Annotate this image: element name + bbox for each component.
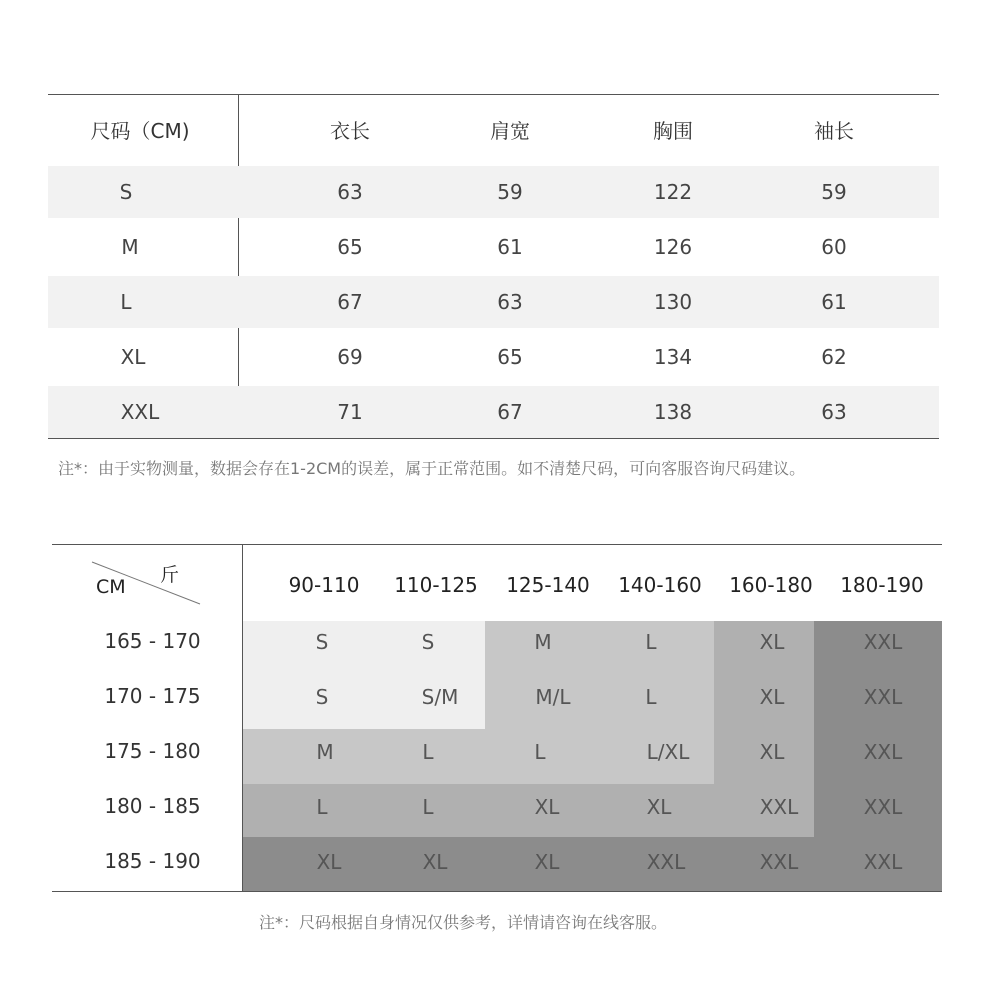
value-shoulder: 67 (497, 400, 523, 424)
size-cell: XL (316, 849, 342, 874)
size-cell: L (316, 794, 328, 819)
value-shoulder: 65 (497, 345, 523, 369)
header-length: 衣长 (330, 119, 370, 143)
size-cell: XXL (863, 849, 903, 874)
size-cell: L (645, 684, 657, 709)
column-header: 90-110 (288, 573, 360, 597)
bottom-rule (48, 438, 939, 439)
corner-height-label: CM (96, 576, 126, 598)
header-chest: 胸围 (653, 119, 693, 143)
value-chest: 130 (653, 290, 693, 314)
size-cell: XXL (863, 739, 903, 764)
header-size: 尺码（CM) (90, 119, 190, 143)
height-label: 185 - 190 (104, 849, 201, 873)
size-cell: XL (534, 849, 560, 874)
size-cell: XL (534, 794, 560, 819)
size-cell: M (316, 739, 334, 764)
size-cell: L (534, 739, 546, 764)
value-shoulder: 61 (497, 235, 523, 259)
size-cell: XL (646, 794, 672, 819)
value-chest: 138 (653, 400, 693, 424)
value-length: 71 (337, 400, 363, 424)
size-cell: XL (759, 739, 785, 764)
size-label: S (119, 180, 133, 204)
column-divider (242, 544, 243, 892)
size-cell: S/M (421, 684, 459, 709)
size-cell: L (422, 739, 434, 764)
size-cell: XXL (863, 794, 903, 819)
corner-weight-label: 斤 (160, 564, 180, 586)
size-cell: XL (759, 684, 785, 709)
value-shoulder: 63 (497, 290, 523, 314)
header-sleeve: 袖长 (814, 119, 854, 143)
size-cell: XL (422, 849, 448, 874)
height-label: 175 - 180 (104, 739, 201, 763)
size-cell: XXL (759, 794, 799, 819)
value-sleeve: 62 (821, 345, 847, 369)
value-length: 67 (337, 290, 363, 314)
size-cell: XXL (863, 629, 903, 654)
value-sleeve: 59 (821, 180, 847, 204)
value-sleeve: 63 (821, 400, 847, 424)
size-label: M (121, 235, 139, 259)
size-cell: XXL (759, 849, 799, 874)
top-rule (52, 544, 942, 545)
size-cell: L (645, 629, 657, 654)
size-cell: M (534, 629, 552, 654)
value-chest: 122 (653, 180, 693, 204)
measurement-note: 注*：由于实物测量，数据会存在1-2CM的误差，属于正常范围。如不清楚尺码，可向客服咨询尺码建议。 (58, 459, 806, 478)
size-cell: S (315, 629, 329, 654)
column-header: 140-160 (618, 573, 702, 597)
height-label: 170 - 175 (104, 684, 201, 708)
size-label: L (120, 290, 132, 314)
size-cell: S (421, 629, 435, 654)
value-chest: 134 (653, 345, 693, 369)
size-label: XXL (120, 400, 160, 424)
size-label: XL (120, 345, 146, 369)
value-length: 63 (337, 180, 363, 204)
value-length: 69 (337, 345, 363, 369)
size-cell: XXL (863, 684, 903, 709)
value-chest: 126 (653, 235, 693, 259)
value-length: 65 (337, 235, 363, 259)
size-cell: XXL (646, 849, 686, 874)
value-sleeve: 60 (821, 235, 847, 259)
size-cell: M/L (535, 684, 571, 709)
header-shoulder: 肩宽 (490, 119, 530, 143)
size-cell: XL (759, 629, 785, 654)
bottom-rule (52, 891, 942, 892)
size-cell: L (422, 794, 434, 819)
size-cell: S (315, 684, 329, 709)
value-shoulder: 59 (497, 180, 523, 204)
height-label: 180 - 185 (104, 794, 201, 818)
height-label: 165 - 170 (104, 629, 201, 653)
column-header: 180-190 (840, 573, 924, 597)
column-header: 160-180 (729, 573, 813, 597)
fit-note: 注*：尺码根据自身情况仅供参考，详情请咨询在线客服。 (259, 913, 668, 932)
size-cell: L/XL (646, 739, 690, 764)
top-rule (48, 94, 939, 95)
column-header: 110-125 (394, 573, 478, 597)
column-header: 125-140 (506, 573, 590, 597)
value-sleeve: 61 (821, 290, 847, 314)
